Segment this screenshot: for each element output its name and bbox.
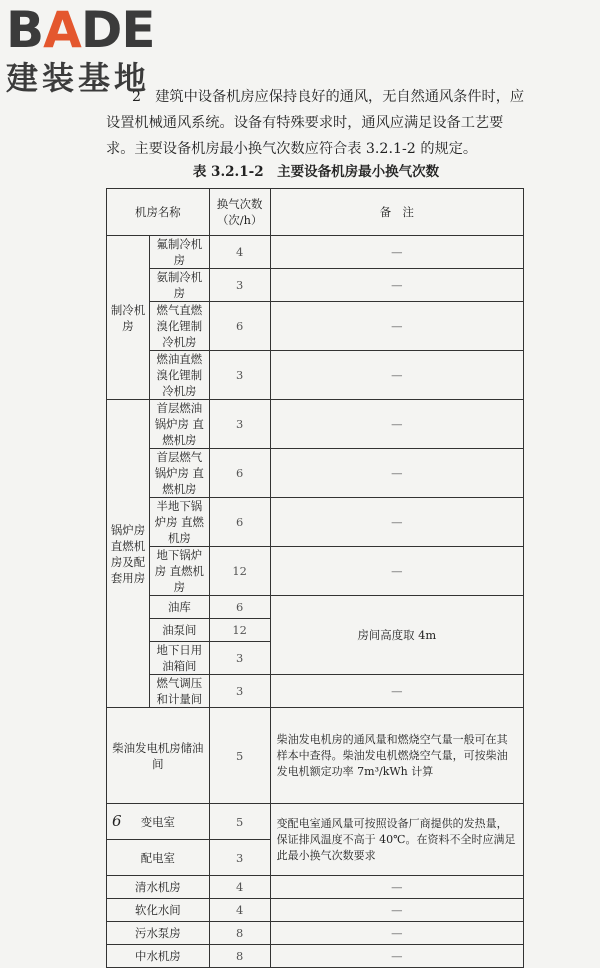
row-name: 氨制冷机房: [150, 269, 210, 302]
table-row: [107, 269, 524, 302]
row-remark: —: [270, 236, 523, 269]
table-row: [107, 945, 524, 968]
row-rate: 3: [209, 351, 270, 400]
row-remark: —: [270, 945, 523, 968]
table-row: [107, 596, 524, 619]
row-remark-oil: 房间高度取 4m: [270, 596, 523, 675]
row-rate: 12: [209, 547, 270, 596]
row-name: 燃油直燃溴化锂制冷机房: [150, 351, 210, 400]
row-remark: —: [270, 675, 523, 708]
row-rate: 8: [209, 945, 270, 968]
table-row: [107, 804, 524, 840]
row-name: 燃气直燃溴化锂制冷机房: [150, 302, 210, 351]
logo: [6, 1, 176, 97]
row-rate: 12: [209, 619, 270, 642]
row-remark-substation: 变配电室通风量可按照设备厂商提供的发热量，保证排风温度不高于 40℃。在资料不全时应满足此最小换气次数要求: [270, 804, 523, 876]
row-remark: 柴油发电机房的通风量和燃烧空气量一般可在其样本中查得。柴油发电机燃烧空气量，可按柴油发电机额定功率 7m³/kWh 计算: [270, 708, 523, 804]
group-refrig: 制冷机房: [107, 236, 150, 400]
table-row: [107, 351, 524, 400]
row-name: 配电室: [107, 840, 210, 876]
row-rate: 3: [209, 269, 270, 302]
row-name: 软化水间: [107, 899, 210, 922]
row-name: 清水机房: [107, 876, 210, 899]
row-remark: —: [270, 302, 523, 351]
table-row: [107, 449, 524, 498]
row-rate: 6: [209, 449, 270, 498]
row-name: 半地下锅炉房 直燃机房: [150, 498, 210, 547]
row-name: 地下锅炉房 直燃机房: [150, 547, 210, 596]
row-rate: 6: [209, 302, 270, 351]
table-row: [107, 922, 524, 945]
table-row: [107, 498, 524, 547]
row-rate: 3: [209, 642, 270, 675]
row-name: 油泵间: [150, 619, 210, 642]
table-row: [107, 302, 524, 351]
row-name: 变电室: [107, 804, 210, 840]
row-remark: —: [270, 269, 523, 302]
row-remark: —: [270, 922, 523, 945]
table-row: [107, 236, 524, 269]
table-row: [107, 675, 524, 708]
header-remark: 备 注: [270, 189, 523, 236]
row-rate: 4: [209, 236, 270, 269]
table-row: [107, 876, 524, 899]
group-boiler: 锅炉房直燃机房及配套用房: [107, 400, 150, 708]
row-rate: 8: [209, 922, 270, 945]
header-name: 机房名称: [107, 189, 210, 236]
table-header-row: [107, 189, 524, 236]
row-rate: 3: [209, 840, 270, 876]
row-name: 油库: [150, 596, 210, 619]
row-name: 中水机房: [107, 945, 210, 968]
row-name: 污水泵房: [107, 922, 210, 945]
logo-wordmark: BADE: [6, 1, 155, 59]
header-rate: 换气次数（次/h）: [209, 189, 270, 236]
row-name: 氟制冷机房: [150, 236, 210, 269]
row-name: 燃气调压和计量间: [150, 675, 210, 708]
row-rate: 3: [209, 675, 270, 708]
row-rate: 6: [209, 498, 270, 547]
body-paragraph: 2 建筑中设备机房应保持良好的通风，无自然通风条件时，应设置机械通风系统。设备有特殊要求时，通风应满足设备工艺要求。主要设备机房最小换气次数应符合表 3.2.1-2 的规定。: [106, 89, 525, 157]
row-rate: 4: [209, 899, 270, 922]
row-name: 首层燃油锅炉房 直燃机房: [150, 400, 210, 449]
row-remark: —: [270, 876, 523, 899]
row-remark: —: [270, 351, 523, 400]
row-rate: 4: [209, 876, 270, 899]
table-row: [107, 899, 524, 922]
page-number: 6: [112, 812, 122, 830]
row-name: 首层燃气锅炉房 直燃机房: [150, 449, 210, 498]
row-rate: 6: [209, 596, 270, 619]
row-name: 柴油发电机房储油间: [107, 708, 210, 804]
table-row: [107, 547, 524, 596]
row-name: 地下日用油箱间: [150, 642, 210, 675]
row-remark: —: [270, 498, 523, 547]
table-caption: 表 3.2.1-2 主要设备机房最小换气次数: [192, 164, 440, 180]
row-rate: 3: [209, 400, 270, 449]
row-remark: —: [270, 449, 523, 498]
row-remark: —: [270, 899, 523, 922]
logo-chinese: 建装基地: [6, 59, 151, 97]
table-row: [107, 400, 524, 449]
table-row: [107, 708, 524, 804]
ventilation-table: [106, 188, 524, 968]
row-remark: —: [270, 547, 523, 596]
row-rate: 5: [209, 804, 270, 840]
row-rate: 5: [209, 708, 270, 804]
row-remark: —: [270, 400, 523, 449]
